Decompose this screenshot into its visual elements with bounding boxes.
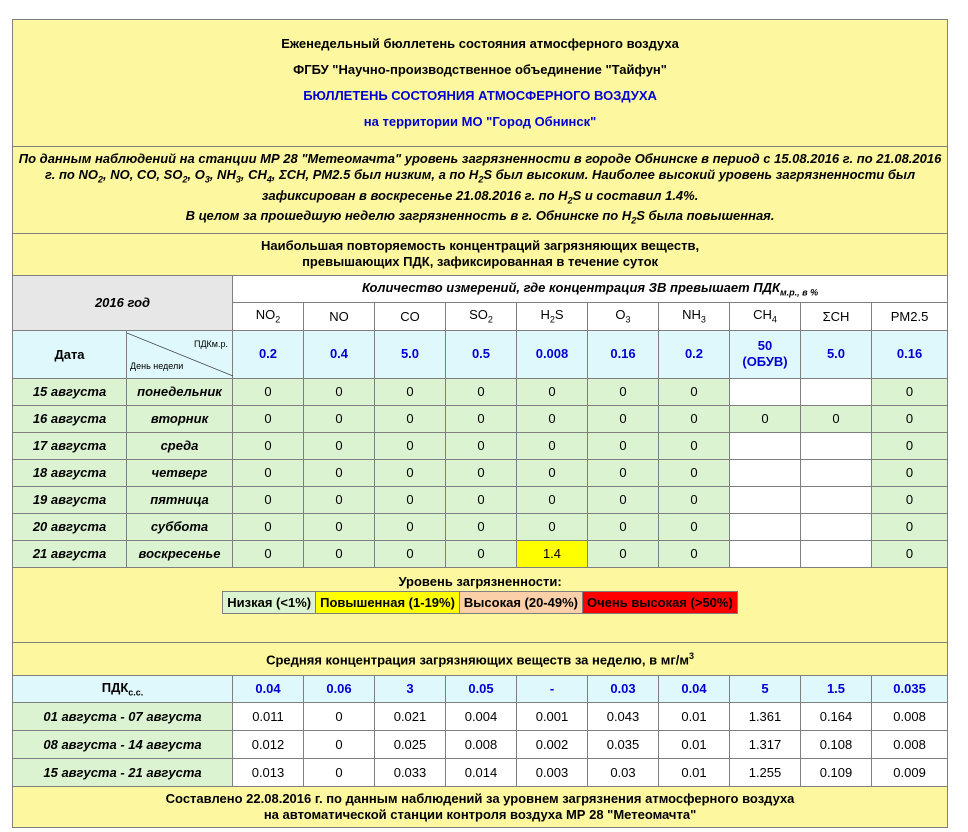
pdk-mr-label: ПДКм.р. [193, 338, 228, 349]
year-label: 2016 год [13, 275, 233, 330]
weekly-value: 0.01 [659, 758, 730, 786]
pollutant-header: $SO_2$ [446, 302, 517, 330]
weekly-value: 1.317 [730, 730, 801, 758]
daily-value [801, 378, 872, 405]
pollutant-header: NO [304, 302, 375, 330]
bulletin-table [12, 19, 948, 828]
daily-value: 0 [375, 405, 446, 432]
pollutant-header: $NO_2$ [233, 302, 304, 330]
weekly-row [13, 758, 948, 786]
weekly-period: 01 августа - 07 августа [13, 702, 233, 730]
daily-value: 0 [588, 432, 659, 459]
daily-value [730, 540, 801, 567]
daily-value: 0 [233, 405, 304, 432]
weekday-label: День недели [130, 360, 184, 371]
daily-value [730, 459, 801, 486]
weekly-pdk-value: 0.035 [872, 675, 948, 702]
pdk-value: 0.008 [517, 330, 588, 378]
weekly-value: 0.035 [588, 730, 659, 758]
daily-value: 0 [304, 405, 375, 432]
header-line-3: БЮЛЛЕТЕНЬ СОСТОЯНИЯ АТМОСФЕРНОГО ВОЗДУХА [303, 88, 657, 103]
daily-value [801, 540, 872, 567]
daily-value: 0 [588, 459, 659, 486]
daily-value: 0 [233, 486, 304, 513]
daily-value: 0 [446, 540, 517, 567]
daily-value: 0 [375, 432, 446, 459]
daily-value: 0 [233, 540, 304, 567]
header-line-1: Еженедельный бюллетень состояния атмосферного воздуха [281, 36, 679, 51]
daily-value: 0 [375, 513, 446, 540]
daily-value: 0 [659, 378, 730, 405]
daily-value: 0 [659, 486, 730, 513]
pdk-value: 0.2 [233, 330, 304, 378]
weekly-title: Средняя концентрация загрязняющих веществ за неделю, в $мг/м^3$ [13, 642, 948, 675]
daily-value: 0 [304, 378, 375, 405]
pollutant-header: PM2.5 [872, 302, 948, 330]
weekly-value: 0.01 [659, 702, 730, 730]
daily-value [801, 459, 872, 486]
daily-value: 0 [375, 486, 446, 513]
daily-value: 0 [233, 459, 304, 486]
row-date: 21 августа [13, 540, 127, 567]
pdk-value: 0.2 [659, 330, 730, 378]
daily-value: 0 [588, 513, 659, 540]
pdk-value: 5.0 [375, 330, 446, 378]
daily-value: 0 [588, 378, 659, 405]
daily-value: 0 [872, 405, 948, 432]
legend-title: Уровень загрязненности: [398, 573, 562, 589]
weekly-pdk-value: 3 [375, 675, 446, 702]
weekly-value: 0.109 [801, 758, 872, 786]
weekly-value: 0.043 [588, 702, 659, 730]
legend-item: Высокая (20-49%) [460, 592, 583, 613]
weekly-value: 0.03 [588, 758, 659, 786]
daily-value: 0 [588, 405, 659, 432]
daily-value: 0 [446, 378, 517, 405]
daily-value: 0 [872, 378, 948, 405]
weekly-body [13, 702, 948, 786]
header-line-2: ФГБУ "Научно-производственное объединение "Тайфун" [293, 62, 667, 77]
footer-line-1: Составлено 22.08.2016 г. по данным наблюдений за уровнем загрязнения атмосферного воздуха [165, 790, 795, 806]
weekly-value: 0.021 [375, 702, 446, 730]
pdk-value: 0.16 [872, 330, 948, 378]
weekly-value: 0 [304, 758, 375, 786]
daily-value [730, 378, 801, 405]
daily-value: 0 [588, 540, 659, 567]
pdk-value: 0.16 [588, 330, 659, 378]
daily-value [801, 513, 872, 540]
weekly-value: 0.008 [872, 702, 948, 730]
daily-value: 0 [588, 486, 659, 513]
weekly-value: 0.012 [233, 730, 304, 758]
daily-value: 0 [659, 432, 730, 459]
daily-value: 0 [517, 486, 588, 513]
weekly-pdk-value: - [517, 675, 588, 702]
weekly-value: 0.025 [375, 730, 446, 758]
legend-item: Низкая (<1%) [223, 592, 316, 613]
legend-item: Повышенная (1-19%) [316, 592, 460, 613]
daily-value: 0 [375, 378, 446, 405]
weekly-value: 0.011 [233, 702, 304, 730]
count-label: Количество измерений, где концентрация ЗВ превышает $ПДК_{м.р., в \%}$ [233, 275, 948, 302]
bulletin [12, 19, 947, 828]
daily-value: 0 [304, 459, 375, 486]
pdk-value: 50 (ОБУВ) [730, 330, 801, 378]
daily-row [13, 486, 948, 513]
daily-value: 0 [375, 459, 446, 486]
daily-value: 0 [446, 513, 517, 540]
weekly-value: 1.255 [730, 758, 801, 786]
pollutant-header: $CH_4$ [730, 302, 801, 330]
weekly-pdk-value: 0.03 [588, 675, 659, 702]
daily-value: 0 [659, 513, 730, 540]
weekly-value: 0.008 [446, 730, 517, 758]
pdk-value: 0.5 [446, 330, 517, 378]
daily-row [13, 432, 948, 459]
daily-value: 0 [446, 486, 517, 513]
daily-value [801, 432, 872, 459]
weekly-period: 15 августа - 21 августа [13, 758, 233, 786]
pollutant-header: ΣCH [801, 302, 872, 330]
daily-value: 0 [730, 405, 801, 432]
weekly-value: 0.164 [801, 702, 872, 730]
row-weekday: среда [127, 432, 233, 459]
row-date: 19 августа [13, 486, 127, 513]
daily-value [730, 513, 801, 540]
weekly-pdk-value: 0.06 [304, 675, 375, 702]
daily-row [13, 459, 948, 486]
row-date: 17 августа [13, 432, 127, 459]
daily-value: 0 [304, 432, 375, 459]
summary-paragraph: По данным наблюдений на станции МР 28 "Метеомачта" уровень загрязненности в городе Обнинске в период с 15.08.2016 г. по 21.08.2016 г. по $NO_2$, NO, CO, $SO_2$, $O_3$, $NH_3$, $CH_4$, ΣCH, PM2.5 был низким, а по $H_2S$ был высоким. Наиболее высокий уровень загрязненности был зафиксирован в воскресенье 21.08.2016 г. по $H_2S$ и составил 1.4%. В целом за прошедшую неделю загрязненность в г. Обнинске по $H_2S$ была повышенная. [18, 151, 942, 226]
daily-value: 0 [375, 540, 446, 567]
weekly-value: 0.013 [233, 758, 304, 786]
pdk-row [13, 330, 948, 378]
daily-value: 0 [872, 540, 948, 567]
daily-value: 1.4 [517, 540, 588, 567]
weekly-value: 0.001 [517, 702, 588, 730]
row-weekday: понедельник [127, 378, 233, 405]
row-date: 20 августа [13, 513, 127, 540]
pollutant-header: $O_3$ [588, 302, 659, 330]
daily-value: 0 [446, 459, 517, 486]
weekly-value: 0.009 [872, 758, 948, 786]
weekly-pdk-value: 0.04 [659, 675, 730, 702]
daily-row [13, 513, 948, 540]
daily-value: 0 [517, 459, 588, 486]
pdk-value: 5.0 [801, 330, 872, 378]
legend-items [222, 591, 738, 614]
daily-value: 0 [659, 459, 730, 486]
weekly-value: 0 [304, 702, 375, 730]
row-date: 15 августа [13, 378, 127, 405]
weekly-pdk-label: $ПДК_{с.с.}$ [13, 675, 233, 702]
weekly-pdk-value: 0.05 [446, 675, 517, 702]
weekly-value: 0.008 [872, 730, 948, 758]
daily-value: 0 [872, 459, 948, 486]
daily-value: 0 [233, 378, 304, 405]
daily-value: 0 [304, 486, 375, 513]
daily-title: Наибольшая повторяемость концентраций загрязняющих веществ, превышающих ПДК, зафиксированная в течение суток [13, 233, 948, 275]
daily-value: 0 [517, 405, 588, 432]
daily-value: 0 [304, 540, 375, 567]
weekly-period: 08 августа - 14 августа [13, 730, 233, 758]
weekly-pdk-value: 0.04 [233, 675, 304, 702]
summary-block [13, 147, 948, 234]
daily-body [13, 378, 948, 567]
weekly-value: 0.004 [446, 702, 517, 730]
weekly-pdk-value: 5 [730, 675, 801, 702]
daily-row [13, 540, 948, 567]
daily-row [13, 405, 948, 432]
daily-value: 0 [304, 513, 375, 540]
weekly-value: 0.014 [446, 758, 517, 786]
weekly-value: 0.01 [659, 730, 730, 758]
legend-block [13, 567, 948, 642]
daily-value: 0 [659, 405, 730, 432]
daily-row [13, 378, 948, 405]
row-weekday: суббота [127, 513, 233, 540]
weekly-pdk-value: 1.5 [801, 675, 872, 702]
daily-value [730, 432, 801, 459]
row-weekday: воскресенье [127, 540, 233, 567]
row-weekday: вторник [127, 405, 233, 432]
daily-value [730, 486, 801, 513]
row-weekday: четверг [127, 459, 233, 486]
daily-value: 0 [446, 432, 517, 459]
daily-value: 0 [517, 513, 588, 540]
pdk-value: 0.4 [304, 330, 375, 378]
daily-value: 0 [233, 513, 304, 540]
date-label: Дата [13, 330, 127, 378]
daily-value [801, 486, 872, 513]
header-block [13, 20, 948, 147]
row-date: 18 августа [13, 459, 127, 486]
pollutant-header: $NH_3$ [659, 302, 730, 330]
legend-item: Очень высокая (>50%) [583, 592, 737, 613]
weekly-value: 0.002 [517, 730, 588, 758]
weekly-row [13, 702, 948, 730]
pdk-weekday-cell [127, 330, 233, 378]
daily-value: 0 [801, 405, 872, 432]
row-weekday: пятница [127, 486, 233, 513]
pollutant-header: $H_2S$ [517, 302, 588, 330]
header-line-4: на территории МО "Город Обнинск" [363, 114, 597, 129]
weekly-row [13, 730, 948, 758]
pollutant-header: CO [375, 302, 446, 330]
daily-value: 0 [446, 405, 517, 432]
weekly-value: 0 [304, 730, 375, 758]
footer-block [13, 786, 948, 827]
daily-value: 0 [517, 432, 588, 459]
weekly-pdk-row [13, 675, 948, 702]
daily-value: 0 [659, 540, 730, 567]
weekly-value: 0.003 [517, 758, 588, 786]
daily-value: 0 [517, 378, 588, 405]
weekly-value: 0.033 [375, 758, 446, 786]
daily-value: 0 [872, 432, 948, 459]
weekly-value: 1.361 [730, 702, 801, 730]
daily-value: 0 [872, 486, 948, 513]
footer-line-2: на автоматической станции контроля воздуха МР 28 "Метеомачта" [263, 806, 697, 822]
weekly-value: 0.108 [801, 730, 872, 758]
daily-value: 0 [872, 513, 948, 540]
row-date: 16 августа [13, 405, 127, 432]
daily-value: 0 [233, 432, 304, 459]
